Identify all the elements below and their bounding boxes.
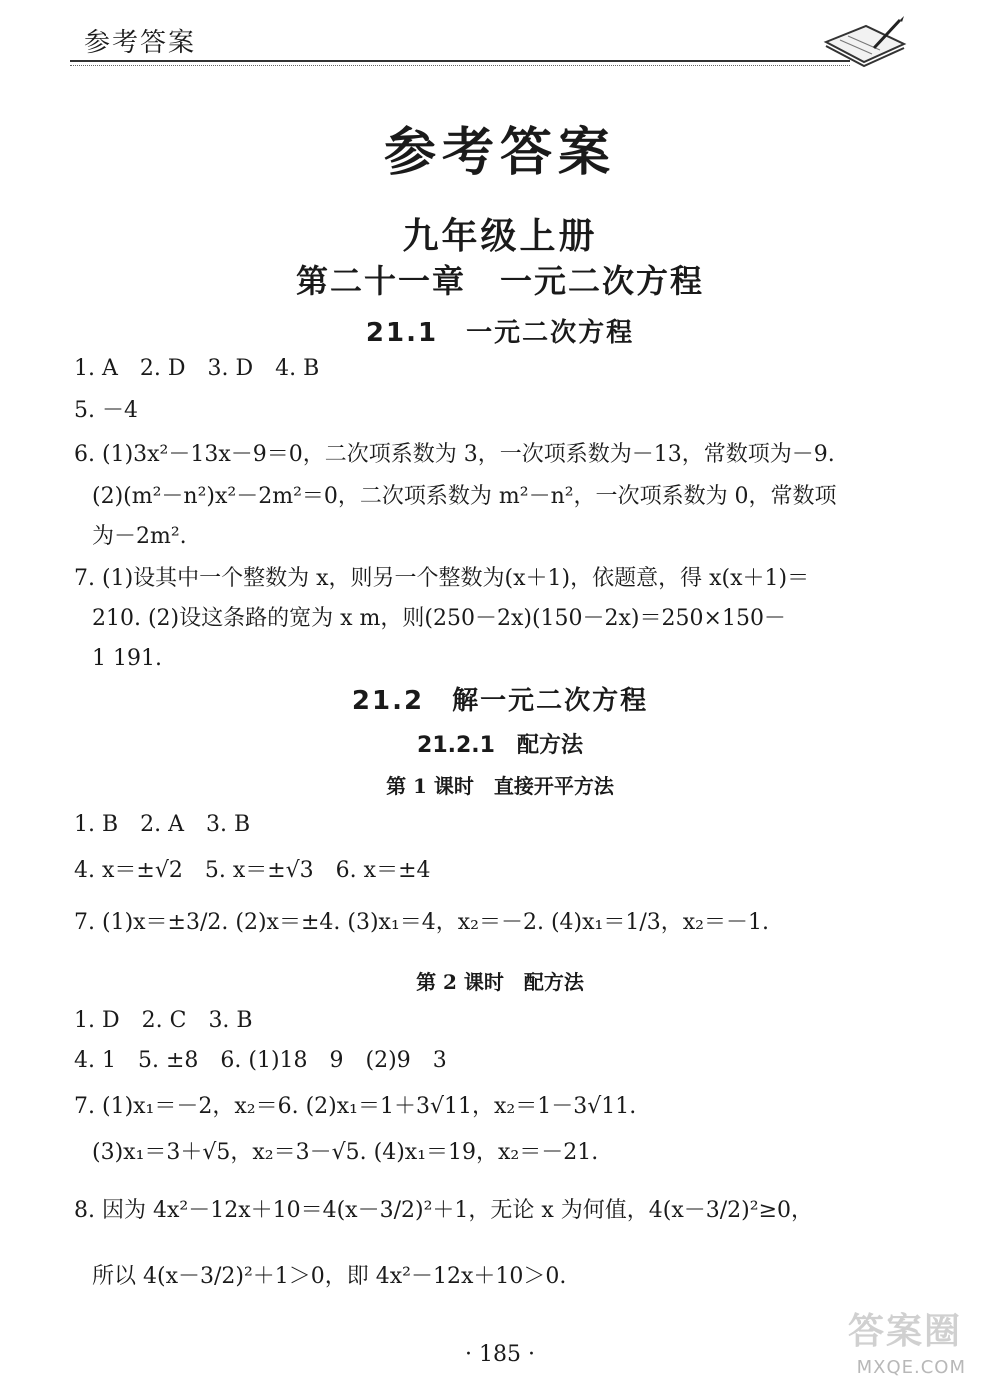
subsection-title-21-2-1: 21.2.1 配方法 [417,733,583,758]
answer-line: 5. －4 [74,398,138,423]
section-title-21-1: 21.1 一元二次方程 [365,318,635,348]
answer-line: 4. x＝±√2 5. x＝±√3 6. x＝±4 [74,858,431,883]
lesson-title-1: 第 1 课时 直接开平方法 [386,774,614,798]
header-rule [70,60,850,66]
notebook-pencil-icon [820,14,910,68]
answer-line: 1. B 2. A 3. B [74,812,251,837]
book-title: 九年级上册 [402,216,598,257]
answer-line: 7. (1)设其中一个整数为 x，则另一个整数为(x＋1)，依题意，得 x(x＋1)＝ [74,566,810,591]
answer-line: 4. 1 5. ±8 6. (1)18 9 (2)9 3 [74,1048,447,1073]
page-title: 参考答案 [383,123,616,183]
answer-line: 1. D 2. C 3. B [74,1008,253,1033]
section-title-21-2: 21.2 解一元二次方程 [351,686,649,716]
answer-line: 6. (1)3x²－13x－9＝0，二次项系数为 3，一次项系数为－13，常数项为－9. [74,442,835,467]
answer-line: (2)(m²－n²)x²－2m²＝0，二次项系数为 m²－n²，一次项系数为 0，常数项 [92,484,837,509]
answer-line: 所以 4(x－3/2)²＋1＞0，即 4x²－12x＋10＞0. [92,1264,567,1289]
answer-line: 7. (1)x₁＝－2，x₂＝6. (2)x₁＝1＋3√11，x₂＝1－3√11. [74,1094,637,1119]
answer-line: 1 191. [92,646,162,671]
answer-line: 为－2m². [92,524,187,549]
page-header [70,14,910,66]
answer-line: 1. A 2. D 3. D 4. B [74,356,320,381]
header-label: 参考答案 [84,28,197,58]
answer-line: 210. (2)设这条路的宽为 x m，则(250－2x)(150－2x)＝250×150－ [92,606,786,631]
answer-line: (3)x₁＝3＋√5，x₂＝3－√5. (4)x₁＝19，x₂＝－21. [92,1140,599,1165]
answer-line: 8. 因为 4x²－12x＋10＝4(x－3/2)²＋1，无论 x 为何值，4(x－3/2)²≥0， [74,1198,814,1223]
lesson-title-2: 第 2 课时 配方法 [416,970,584,994]
answer-line: 7. (1)x＝±3/2. (2)x＝±4. (3)x₁＝4，x₂＝－2. (4)x₁＝1/3，x₂＝－1. [74,910,769,935]
watermark-logo: 答案圈 [847,1311,962,1352]
page-number: · 185 · [465,1342,535,1367]
watermark [832,1311,982,1384]
watermark-url: MXQE.COM [856,1357,966,1378]
chapter-title: 第二十一章 一元二次方程 [295,262,704,300]
